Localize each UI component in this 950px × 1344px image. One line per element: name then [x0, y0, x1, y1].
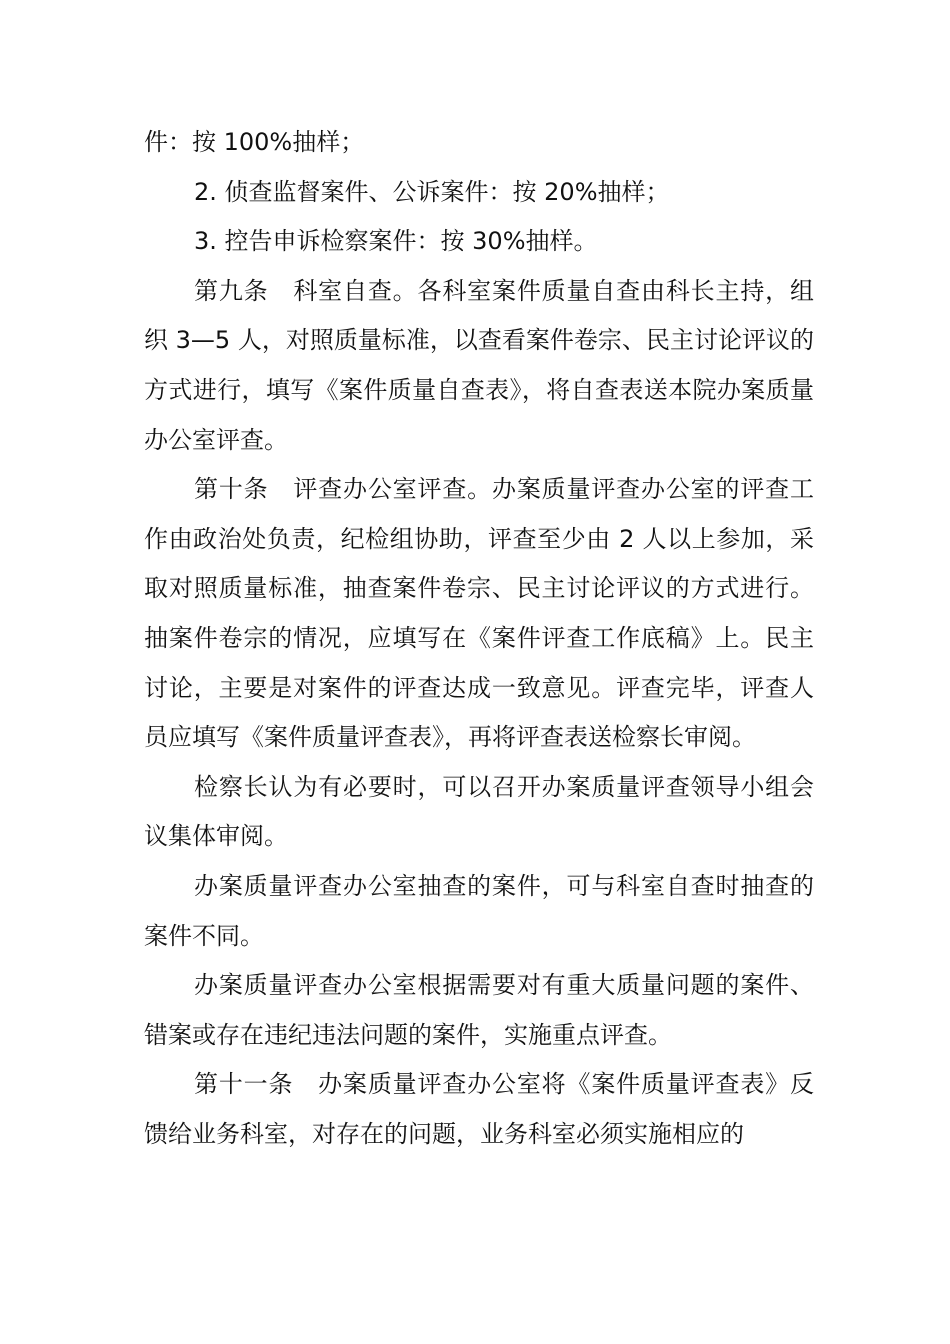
paragraph-sampling-item-3: 3. 控告申诉检察案件：按 30%抽样。	[194, 227, 598, 256]
paragraph-article-10: 第十条 评查办公室评查。办案质量评查办公室的评查工作由政治处负责，纪检组协助，评查至少由 2 人以上参加，采取对照质量标准，抽查案件卷宗、民主讨论评议的方式进行。抽案件卷宗的情况，应填写在《案件评查工作底稿》上。民主讨论，主要是对案件的评查达成一致意见。评查完毕，评查人员应填写《案件质量评查表》，再将评查表送检察长审阅。	[144, 475, 814, 752]
paragraph-key-review: 办案质量评查办公室根据需要对有重大质量问题的案件、错案或存在违纪违法问题的案件，实施重点评查。	[144, 971, 814, 1049]
paragraph-sampling-item-2: 2. 侦查监督案件、公诉案件：按 20%抽样；	[194, 177, 670, 206]
paragraph-chief-review: 检察长认为有必要时，可以召开办案质量评查领导小组会议集体审阅。	[144, 772, 814, 851]
paragraph-article-9: 第九条 科室自查。各科室案件质量自查由科长主持，组织 3—5 人，对照质量标准，以查看案件卷宗、民主讨论评议的方式进行，填写《案件质量自查表》，将自查表送本院办案质量办公室评查。	[144, 276, 814, 454]
document-body	[144, 118, 814, 1159]
paragraph-sampling-continuation: 件：按 100%抽样；	[144, 128, 365, 156]
paragraph-article-11: 第十一条 办案质量评查办公室将《案件质量评查表》反馈给业务科室，对存在的问题，业务科室必须实施相应的	[144, 1070, 814, 1148]
paragraph-spot-check: 办案质量评查办公室抽查的案件，可与科室自查时抽查的案件不同。	[144, 871, 814, 950]
